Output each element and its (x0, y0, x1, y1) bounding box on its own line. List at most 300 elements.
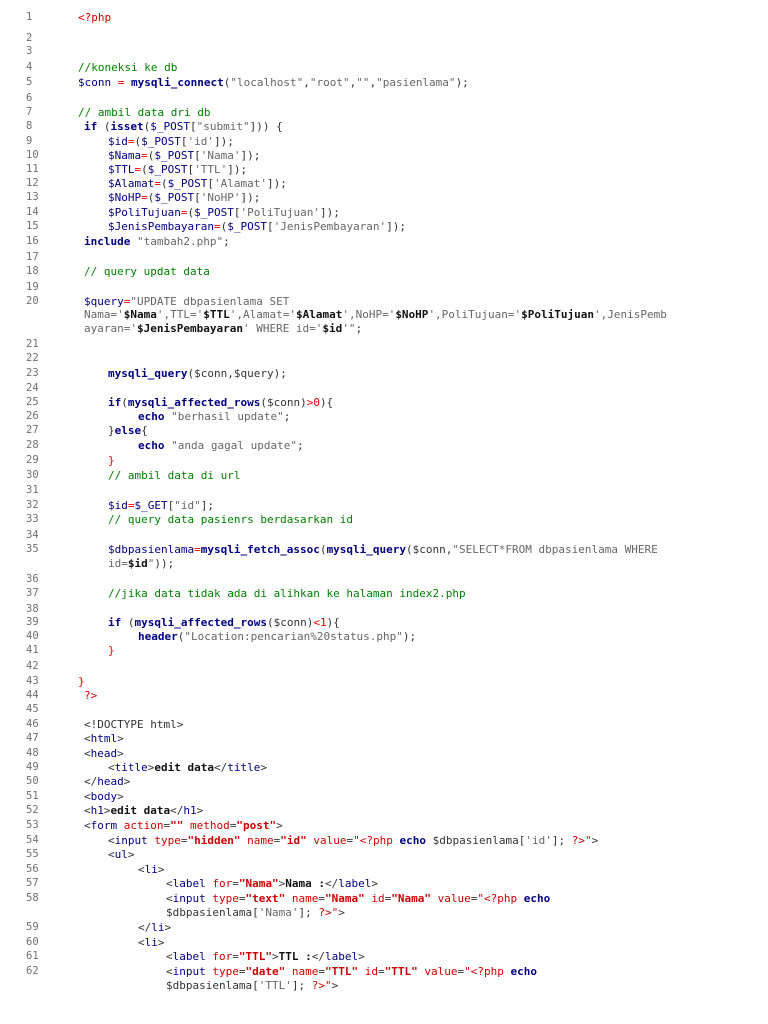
code-token: mysqli_query (108, 367, 188, 380)
line-number: 54 (26, 834, 39, 846)
line-number: 42 (26, 660, 39, 672)
code-token: ul (114, 848, 128, 861)
code-token: [ (180, 135, 188, 148)
code-token: </ (170, 804, 184, 817)
code-token: < (108, 834, 115, 847)
line-number: 53 (26, 819, 39, 831)
code-token: type (205, 965, 239, 978)
code-token: < (84, 747, 91, 760)
code-token: <?php (470, 965, 504, 978)
code-token: //jika data tidak ada di alihkan ke halaman index2.php (108, 587, 466, 600)
code-token: input (172, 892, 206, 905)
code-token: ($conn) (260, 396, 307, 409)
code-line (108, 835, 598, 846)
code-token: input (114, 834, 148, 847)
code-token: > (157, 936, 165, 949)
code-token: ',Alamat=' (229, 308, 296, 321)
code-token: } (78, 675, 85, 688)
line-number: 18 (26, 265, 39, 277)
code-line (84, 690, 97, 701)
code-token: ( (187, 206, 195, 219)
code-token: > (278, 877, 286, 890)
code-token: ( (134, 135, 142, 148)
line-number: 27 (26, 424, 39, 436)
code-token: echo (138, 410, 165, 423)
code-token: <?php (359, 834, 393, 847)
code-token: > (147, 761, 155, 774)
code-line (108, 136, 234, 147)
code-token: ]); (386, 220, 407, 233)
code-token: = (163, 819, 171, 832)
code-token: method (183, 819, 230, 832)
code-token: < (138, 936, 145, 949)
code-token: "id" (280, 834, 307, 847)
code-token: > (117, 747, 124, 760)
code-token: > (117, 790, 124, 803)
line-number: 28 (26, 439, 39, 451)
code-token: "Location:pencarian%20status.php" (184, 630, 403, 643)
code-token: ]); (240, 149, 261, 162)
code-token: " (353, 834, 360, 847)
code-token: ( (97, 120, 111, 133)
code-line (108, 762, 267, 773)
code-token: < (138, 863, 145, 876)
line-number: 48 (26, 747, 39, 759)
code-token: name (285, 965, 319, 978)
code-token: ]; (298, 906, 319, 919)
line-number: 55 (26, 848, 39, 860)
code-token: ])) { (249, 120, 283, 133)
code-token: $_GET (134, 499, 168, 512)
code-line (108, 150, 260, 161)
code-token: > (371, 877, 378, 890)
code-line (78, 62, 177, 73)
line-number: 16 (26, 235, 39, 247)
code-token: </ (84, 775, 98, 788)
code-token: $_POST (154, 191, 195, 204)
line-number: 9 (26, 135, 33, 147)
code-line (108, 558, 174, 569)
code-token: " (477, 892, 484, 905)
line-number: 41 (26, 644, 39, 656)
code-token: header (138, 630, 178, 643)
code-token: label (338, 877, 372, 890)
line-number: 37 (26, 587, 39, 599)
code-token: = (384, 892, 392, 905)
code-token: echo (392, 834, 426, 847)
code-token: mysqli_affected_rows (127, 396, 261, 409)
code-token: ( (319, 543, 327, 556)
code-token: $JenisPembayaran (108, 220, 214, 233)
code-token: = (378, 965, 385, 978)
line-number: 17 (26, 251, 39, 263)
code-token: $Alamat (108, 177, 155, 190)
code-line (138, 631, 416, 642)
code-token: $PoliTujuan (521, 308, 595, 321)
code-token: id (358, 965, 378, 978)
line-number: 52 (26, 804, 39, 816)
line-number: 30 (26, 469, 39, 481)
code-token: ( (141, 163, 148, 176)
code-token: ]); (266, 177, 287, 190)
code-token: h1 (183, 804, 197, 817)
code-token: <?php (484, 892, 518, 905)
code-token: ( (147, 191, 155, 204)
code-token: = (229, 819, 237, 832)
code-token: $dbpasienlama[ (166, 979, 259, 992)
code-token: 0 (313, 396, 320, 409)
code-token: = (232, 950, 239, 963)
code-token: echo (138, 439, 165, 452)
code-line (84, 805, 203, 816)
code-line (108, 500, 214, 511)
code-token: "TTL" (238, 950, 272, 963)
code-token: h1 (90, 804, 104, 817)
code-token: 'id' (187, 135, 214, 148)
code-line (84, 236, 230, 247)
code-line (108, 207, 340, 218)
line-number: 23 (26, 367, 39, 379)
code-token: = (273, 834, 281, 847)
code-token: ( (147, 149, 155, 162)
code-token: = (318, 892, 325, 905)
code-token: $query (84, 295, 124, 308)
code-token: ?> (318, 906, 332, 919)
code-line (108, 368, 287, 379)
code-token: include (84, 235, 131, 248)
line-number: 60 (26, 936, 39, 948)
code-token: $_POST (154, 149, 195, 162)
code-line (84, 791, 124, 802)
code-token: Nama : (285, 877, 325, 890)
line-number: 49 (26, 761, 39, 773)
code-line (84, 121, 283, 132)
code-token: > (591, 834, 599, 847)
line-number: 44 (26, 689, 39, 701)
code-line (166, 907, 345, 918)
code-token: head (90, 747, 118, 760)
code-line (108, 588, 466, 599)
code-token: < (108, 848, 115, 861)
code-token: = (346, 834, 354, 847)
code-line (108, 178, 287, 189)
code-token: ]); (240, 191, 261, 204)
code-token: > (117, 732, 124, 745)
line-number: 57 (26, 877, 39, 889)
code-token: id= (108, 557, 128, 570)
code-token: 'Nama' (258, 906, 299, 919)
code-token: action (117, 819, 164, 832)
code-token: "TTL" (384, 965, 418, 978)
line-number: 56 (26, 863, 39, 875)
code-line (108, 514, 353, 525)
code-line (108, 849, 135, 860)
code-token: value (431, 892, 471, 905)
code-token: > (103, 804, 111, 817)
code-token: $TTL (108, 163, 135, 176)
code-token: edit data (154, 761, 214, 774)
code-token: "date" (245, 965, 286, 978)
code-line (108, 544, 658, 555)
code-token: " (464, 965, 471, 978)
line-number: 38 (26, 603, 39, 615)
code-token: TTL : (278, 950, 312, 963)
line-number: 46 (26, 718, 39, 730)
code-token: $dbpasienlama[ (166, 906, 259, 919)
code-line (84, 776, 130, 787)
code-line (138, 411, 290, 422)
code-token: li (144, 863, 158, 876)
line-number: 61 (26, 950, 39, 962)
code-token: $conn (78, 76, 112, 89)
line-number: 32 (26, 499, 39, 511)
code-token: type (147, 834, 181, 847)
code-token: [ (266, 220, 274, 233)
code-token: $id (127, 557, 148, 570)
code-line (166, 951, 365, 962)
code-token: > (260, 761, 267, 774)
line-number: 45 (26, 703, 39, 715)
code-token: } (108, 644, 115, 657)
code-token: title (114, 761, 148, 774)
code-token: edit data (110, 804, 171, 817)
code-token: if (108, 396, 122, 409)
code-token: = (154, 177, 161, 190)
code-token: < (166, 877, 173, 890)
code-token: = (470, 892, 478, 905)
code-token: } (108, 454, 115, 467)
code-line (166, 878, 378, 889)
code-token: = (213, 220, 221, 233)
code-token: < (166, 950, 173, 963)
line-number: 51 (26, 790, 39, 802)
code-token: < (313, 616, 320, 629)
code-token: ); (402, 630, 417, 643)
code-token: [ (194, 191, 201, 204)
code-line (108, 164, 247, 175)
code-token: mysqli_affected_rows (134, 616, 267, 629)
code-token: Nama=' (84, 308, 124, 321)
code-token: "hidden" (187, 834, 241, 847)
code-token: ( (160, 177, 168, 190)
line-number: 39 (26, 616, 39, 628)
code-line (84, 266, 210, 277)
code-token: "Nama" (238, 877, 279, 890)
code-token: ( (223, 76, 231, 89)
code-token: , (349, 76, 357, 89)
code-line (108, 617, 340, 628)
code-line (84, 719, 183, 730)
code-token: [ (233, 206, 241, 219)
code-token: $_POST (150, 120, 190, 133)
code-token: = (141, 149, 148, 162)
code-token: input (172, 965, 206, 978)
code-token: 'TTL' (194, 163, 228, 176)
code-token: > (358, 950, 365, 963)
code-token: = (127, 499, 135, 512)
code-token: = (194, 543, 201, 556)
code-token: [ (194, 149, 201, 162)
code-token: " (324, 979, 332, 992)
code-token: "submit" (196, 120, 250, 133)
code-line (108, 455, 115, 466)
code-token: mysqli_connect (131, 76, 224, 89)
code-token: < (84, 790, 91, 803)
code-token: $dbpasienlama[ (425, 834, 526, 847)
code-token: "anda gagal update" (164, 439, 297, 452)
code-token: > (196, 804, 204, 817)
line-number: 50 (26, 775, 39, 787)
code-line (108, 425, 148, 436)
code-token: > (123, 775, 131, 788)
code-token: // query updat data (84, 265, 210, 278)
code-token: > (272, 950, 279, 963)
code-token: </ (213, 761, 228, 774)
code-token: > (164, 921, 172, 934)
code-token: "localhost" (230, 76, 304, 89)
line-number: 13 (26, 191, 39, 203)
line-number: 22 (26, 352, 39, 364)
code-token: if (108, 616, 122, 629)
line-number: 47 (26, 732, 39, 744)
line-number: 14 (26, 206, 39, 218)
code-token: value (306, 834, 347, 847)
code-token: echo (517, 892, 551, 905)
code-token: < (84, 732, 91, 745)
line-number: 11 (26, 163, 39, 175)
code-token: < (84, 819, 91, 832)
code-token: > (157, 863, 165, 876)
code-line (108, 221, 406, 232)
code-token: $PoliTujuan (108, 206, 181, 219)
line-number: 3 (26, 45, 33, 57)
code-token: ?> (571, 834, 585, 847)
code-token: label (172, 877, 206, 890)
code-token: = (180, 206, 188, 219)
code-token: $id (108, 135, 128, 148)
code-token: [ (167, 499, 175, 512)
line-number: 1 (26, 11, 33, 23)
code-line (84, 748, 124, 759)
code-line (108, 470, 240, 481)
code-token: ayaran=' (84, 322, 137, 335)
code-token: "post" (236, 819, 277, 832)
code-token: "Nama" (391, 892, 431, 905)
line-number: 34 (26, 529, 39, 541)
code-token: label (325, 950, 359, 963)
code-token: "tambah2.php" (130, 235, 224, 248)
code-token: "Nama" (325, 892, 365, 905)
code-token: title (227, 761, 261, 774)
code-token: // query data pasienrs berdasarkan id (108, 513, 354, 526)
code-token: [ (190, 120, 197, 133)
code-token: > (127, 848, 135, 861)
line-number: 29 (26, 454, 39, 466)
line-number: 7 (26, 106, 33, 118)
code-token: </ (138, 921, 152, 934)
line-number: 40 (26, 630, 39, 642)
code-token: // ambil data di url (108, 469, 241, 482)
code-token: ',PoliTujuan=' (428, 308, 522, 321)
code-token: mysqli_query (326, 543, 407, 556)
line-number: 33 (26, 513, 39, 525)
code-line (78, 77, 469, 88)
code-token: < (84, 804, 91, 817)
code-line (108, 397, 333, 408)
code-token: value (417, 965, 458, 978)
code-token: if (84, 120, 98, 133)
code-line (138, 440, 304, 451)
code-line (108, 192, 260, 203)
code-token: ]; (200, 499, 214, 512)
code-token: id (364, 892, 385, 905)
code-line (108, 645, 115, 656)
line-number: 10 (26, 149, 39, 161)
code-token: // ambil data dri db (78, 106, 211, 119)
code-token: $_POST (167, 177, 208, 190)
code-token: ',TTL=' (156, 308, 204, 321)
code-token: name (285, 892, 319, 905)
code-line (78, 12, 111, 23)
code-token: = (180, 834, 188, 847)
code-token: "" (170, 819, 184, 832)
code-token: ' WHERE id=' (242, 322, 323, 335)
code-token: "id" (174, 499, 201, 512)
code-token: , (303, 76, 310, 89)
code-token: ){ (326, 616, 340, 629)
code-token: "text" (245, 892, 286, 905)
code-token: for (205, 950, 233, 963)
code-token: ; (223, 235, 230, 248)
code-token: li (144, 936, 158, 949)
code-token: $_POST (141, 135, 181, 148)
code-token: [ (187, 163, 195, 176)
code-line (166, 893, 550, 904)
code-token: mysqli_fetch_assoc (200, 543, 320, 556)
code-token: <?php (78, 11, 112, 24)
code-token: echo (503, 965, 537, 978)
code-token: html (90, 732, 118, 745)
code-token: = (127, 135, 135, 148)
code-token: "" (356, 76, 370, 89)
code-token: 'TTL' (258, 979, 292, 992)
code-token: = (123, 295, 131, 308)
code-token: ]); (214, 135, 234, 148)
code-token: ?> (311, 979, 325, 992)
code-token: <!DOCTYPE html> (84, 718, 184, 731)
code-token: ){ (319, 396, 334, 409)
code-token: head (97, 775, 124, 788)
code-line (78, 676, 85, 687)
code-token: ; (355, 322, 363, 335)
code-token: ]); (227, 163, 248, 176)
code-token: ; (296, 439, 304, 452)
code-token: $_POST (227, 220, 267, 233)
code-token: isset (110, 120, 144, 133)
code-token: '" (342, 322, 356, 335)
code-token: 'Nama' (200, 149, 241, 162)
code-line (166, 980, 338, 991)
code-token: $JenisPembayaran (136, 322, 243, 335)
code-token: $Alamat (295, 308, 343, 321)
line-number: 59 (26, 921, 39, 933)
line-number: 62 (26, 965, 39, 977)
line-number: 5 (26, 76, 33, 88)
code-token: = (318, 965, 325, 978)
code-token: ]; (291, 979, 312, 992)
code-token: ',NoHP=' (342, 308, 396, 321)
code-token: $TTL (203, 308, 230, 321)
